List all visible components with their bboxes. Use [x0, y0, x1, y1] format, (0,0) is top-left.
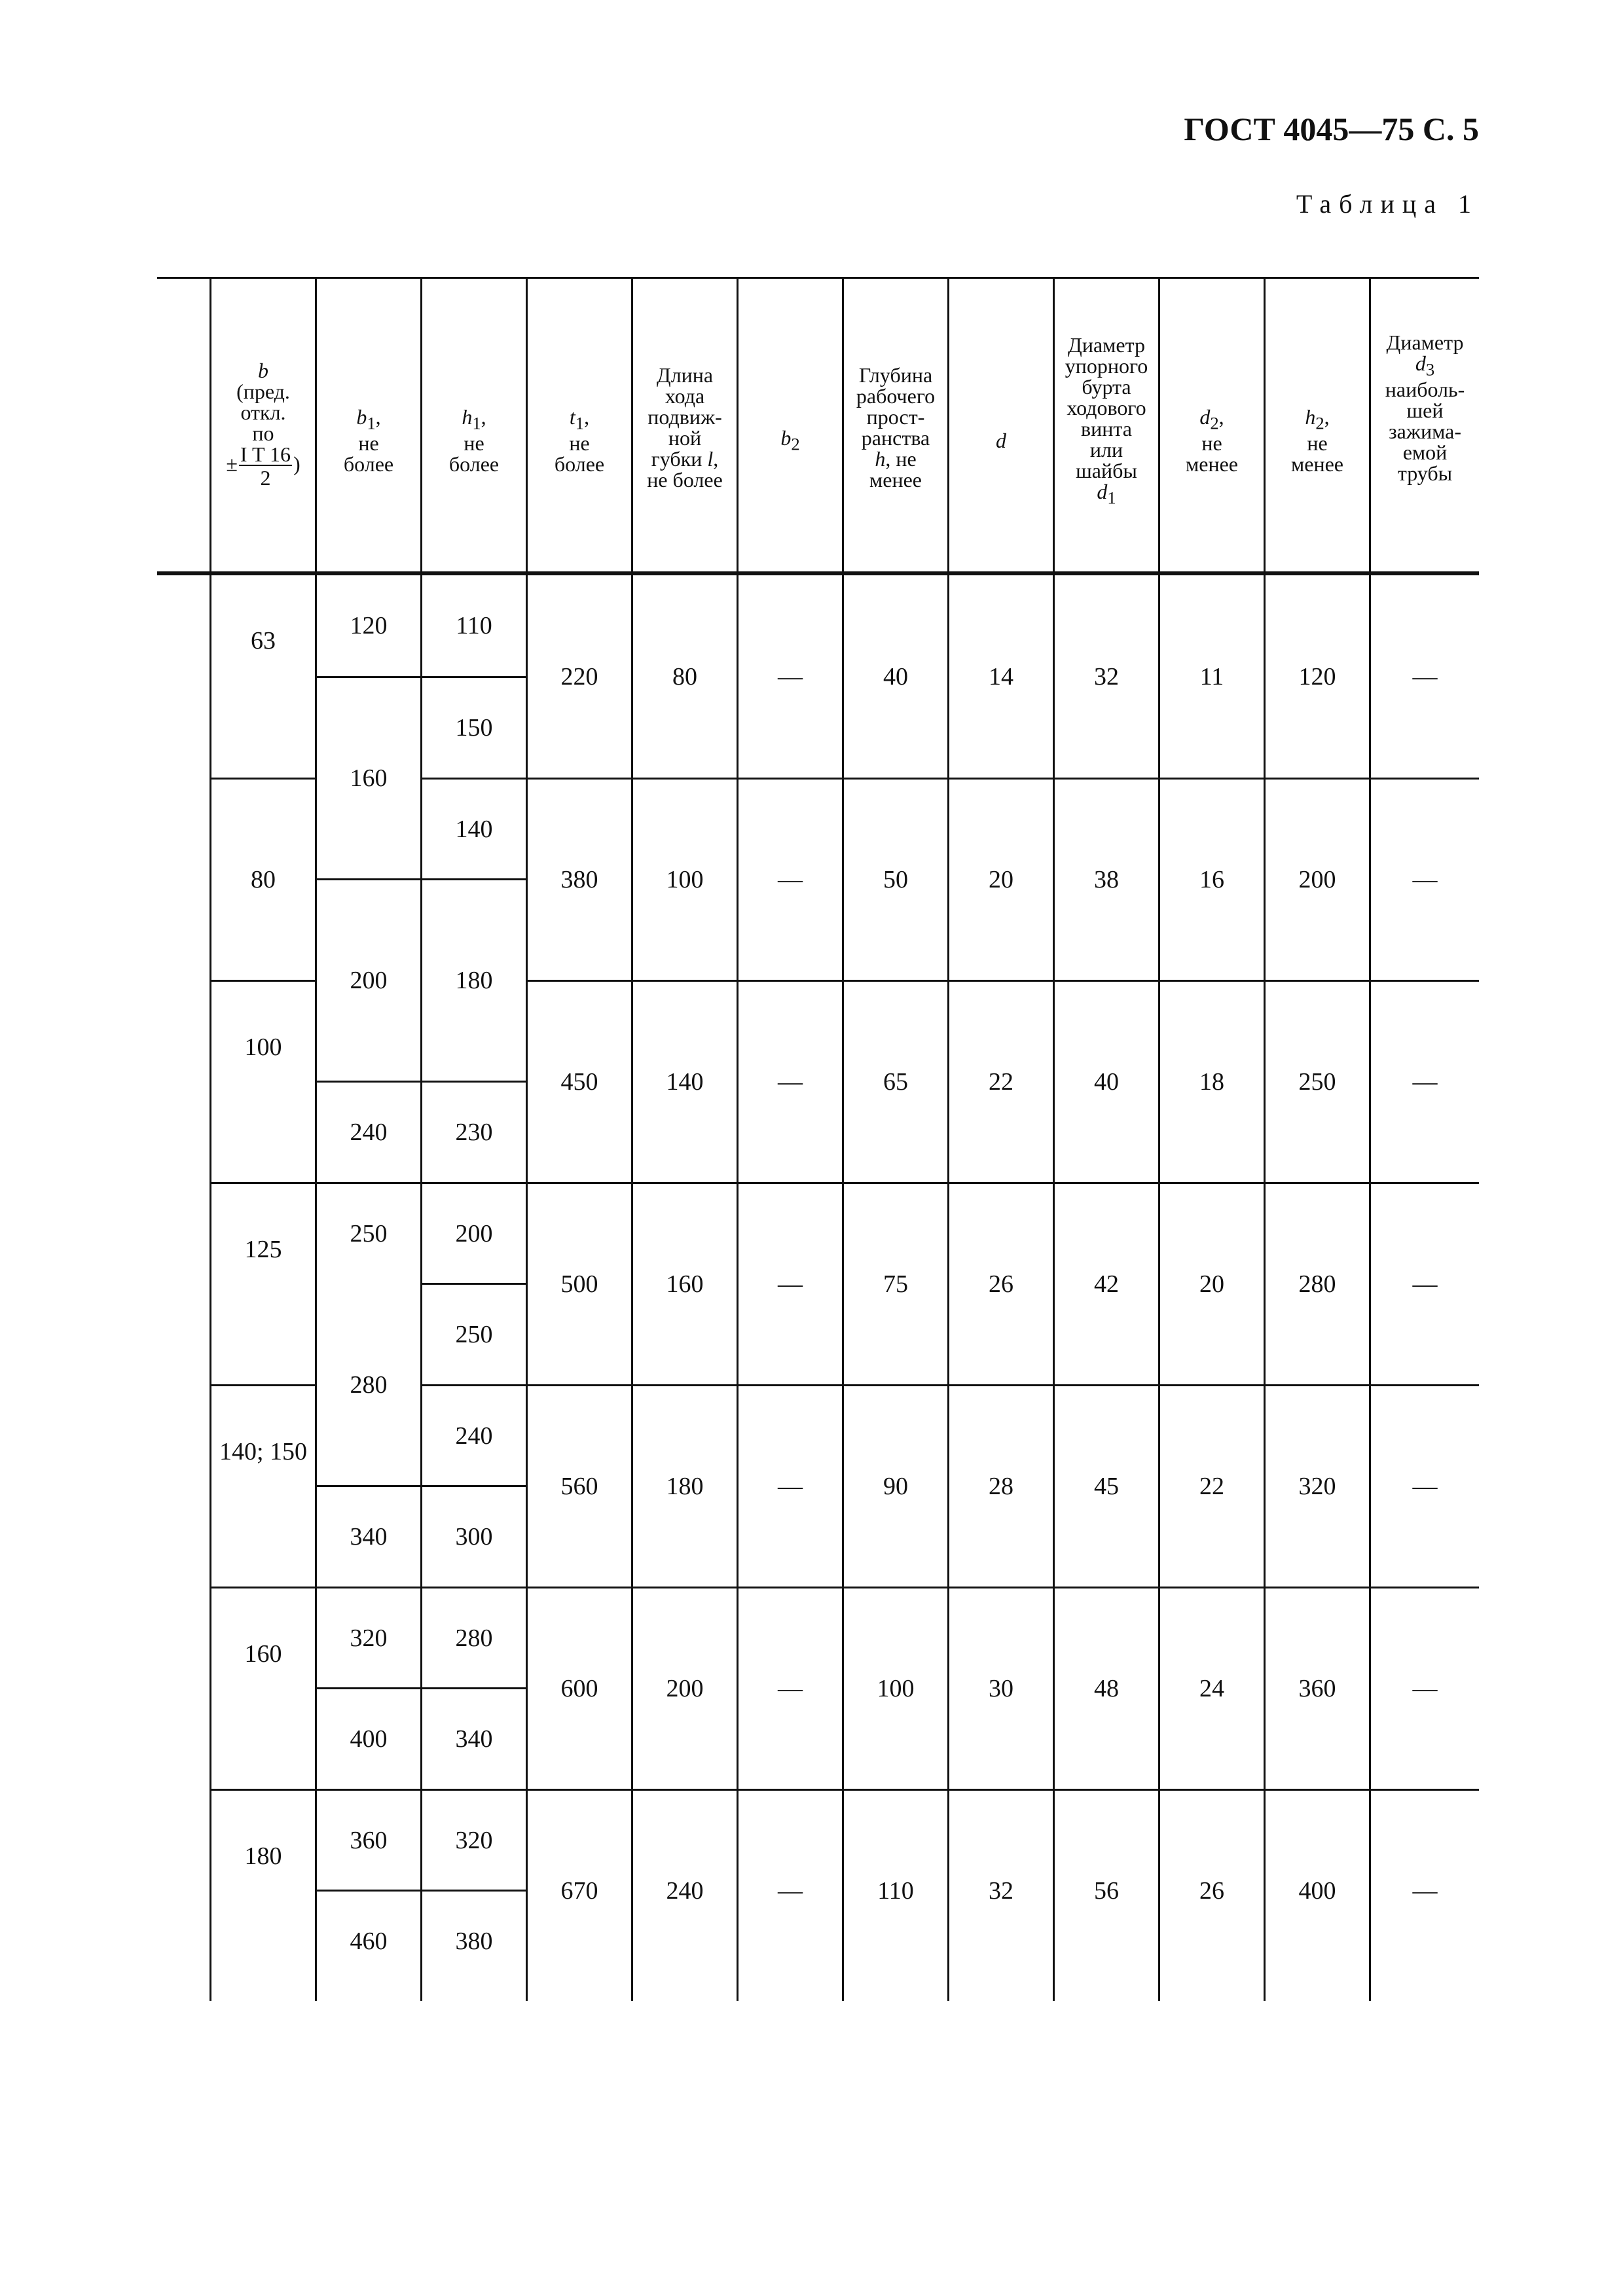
- cell-l: 140: [666, 1068, 704, 1096]
- cell-b1: 240: [350, 1119, 388, 1146]
- cell-d1: 56: [1094, 1877, 1119, 1905]
- header-h: Глубина рабочего прост- ранства h, не менее: [856, 363, 936, 492]
- cell-b2: —: [778, 1675, 803, 1702]
- cell-d: 28: [989, 1473, 1013, 1500]
- header-d2: $d_2$, не менее: [1186, 405, 1238, 476]
- cell-b1: 400: [350, 1725, 388, 1753]
- cell-t1: 600: [560, 1675, 598, 1702]
- cell-h1: 280: [455, 1624, 493, 1652]
- cell-b1: 320: [350, 1624, 388, 1652]
- cell-h: 110: [877, 1877, 914, 1905]
- cell-h1: 140: [455, 815, 493, 843]
- cell-h1: 340: [455, 1725, 493, 1753]
- cell-b: 80: [251, 866, 276, 893]
- cell-b2: —: [778, 1473, 803, 1500]
- cell-b2: —: [778, 662, 803, 691]
- cell-d: 30: [989, 1675, 1013, 1702]
- cell-b2: —: [778, 866, 803, 893]
- header-h2: $h_2$, не менее: [1291, 405, 1343, 476]
- cell-h2: 280: [1298, 1270, 1336, 1298]
- cell-b1: 160: [350, 764, 388, 792]
- cell-h1: 380: [455, 1928, 493, 1955]
- cell-d3: —: [1412, 1473, 1438, 1500]
- cell-h: 65: [883, 1068, 908, 1096]
- cell-b1: 120: [350, 612, 388, 639]
- cell-d: 32: [989, 1877, 1013, 1905]
- cell-d3: —: [1412, 866, 1438, 893]
- cell-h2: 360: [1298, 1675, 1336, 1702]
- cell-h1: 230: [455, 1119, 493, 1146]
- dimensions-table: [157, 277, 1479, 2001]
- cell-d3: —: [1412, 1068, 1438, 1096]
- cell-l: 180: [666, 1473, 704, 1500]
- cell-b: 160: [244, 1640, 282, 1668]
- cell-b: 63: [251, 627, 276, 655]
- cell-d1: 48: [1094, 1675, 1119, 1702]
- col-divider: [210, 277, 211, 2001]
- cell-h1: 200: [455, 1219, 493, 1247]
- header-t1: $t_1$, не более: [554, 405, 605, 476]
- cell-h2: 200: [1298, 866, 1336, 893]
- cell-d1: 32: [1094, 662, 1119, 691]
- cell-h2: 320: [1298, 1473, 1336, 1500]
- cell-d2: 22: [1199, 1473, 1224, 1500]
- cell-d2: 16: [1199, 866, 1224, 893]
- header-l: Длина хода подвиж- ной губки l, не более: [647, 363, 723, 492]
- page-header: ГОСТ 4045—75 С. 5: [1184, 111, 1479, 147]
- cell-t1: 560: [560, 1473, 598, 1500]
- cell-t1: 450: [560, 1068, 598, 1096]
- cell-l: 240: [666, 1877, 704, 1905]
- cell-h1: 320: [455, 1826, 493, 1854]
- cell-t1: 380: [560, 866, 598, 893]
- cell-d: 20: [989, 866, 1013, 893]
- cell-d2: 18: [1199, 1068, 1224, 1096]
- cell-t1: 500: [560, 1270, 598, 1298]
- cell-h1: 110: [456, 612, 492, 639]
- cell-d1: 42: [1094, 1270, 1119, 1298]
- header-d: d: [996, 429, 1006, 452]
- cell-h1: 180: [455, 967, 493, 994]
- header-b2: $b_2$: [780, 426, 800, 454]
- header-d3: Диаметр $d_3$ наиболь- шей зажима- емой трубы: [1385, 331, 1465, 485]
- cell-b1: 360: [350, 1826, 388, 1854]
- cell-d3: —: [1412, 1675, 1438, 1702]
- table-caption: Таблица 1: [1296, 189, 1479, 219]
- cell-h1: 240: [455, 1422, 493, 1450]
- cell-d3: —: [1412, 1270, 1438, 1298]
- cell-d: 26: [989, 1270, 1013, 1298]
- cell-d2: 20: [1199, 1270, 1224, 1298]
- cell-h: 50: [883, 866, 908, 893]
- cell-t1: 220: [560, 662, 598, 691]
- cell-h1: 250: [455, 1321, 493, 1348]
- header-h1: $h_1$, не более: [448, 405, 500, 476]
- header-b1: $b_1$, не более: [343, 405, 394, 476]
- cell-d2: 26: [1199, 1877, 1224, 1905]
- cell-d3: —: [1412, 662, 1438, 691]
- cell-d3: —: [1412, 1877, 1438, 1905]
- cell-b2: —: [778, 1068, 803, 1096]
- header-b: b (пред. откл. по ± $\frac{\text{I T 16}}{2}$ ): [226, 359, 301, 490]
- cell-t1: 670: [560, 1877, 598, 1905]
- cell-b2: —: [778, 1877, 803, 1905]
- cell-b1: 340: [350, 1523, 388, 1551]
- cell-h2: 120: [1298, 662, 1336, 691]
- cell-l: 160: [666, 1270, 704, 1298]
- cell-l: 80: [672, 662, 697, 691]
- cell-b: 125: [244, 1236, 282, 1263]
- cell-b1: 250: [350, 1219, 388, 1247]
- table-top-rule: [157, 277, 1479, 279]
- cell-b: 100: [244, 1033, 282, 1061]
- header-d1: Диаметр упорного бурта ходового винта или шайбы $d_1$: [1065, 333, 1148, 508]
- cell-h2: 250: [1298, 1068, 1336, 1096]
- cell-d1: 40: [1094, 1068, 1119, 1096]
- cell-h2: 400: [1298, 1877, 1336, 1905]
- cell-b: 180: [244, 1842, 282, 1870]
- cell-d: 14: [989, 662, 1013, 691]
- cell-l: 200: [666, 1675, 704, 1702]
- cell-h: 40: [883, 662, 908, 691]
- cell-b1: 460: [350, 1928, 388, 1955]
- cell-d: 22: [989, 1068, 1013, 1096]
- cell-h1: 300: [455, 1523, 493, 1551]
- cell-d1: 38: [1094, 866, 1119, 893]
- cell-d2: 24: [1199, 1675, 1224, 1702]
- cell-b2: —: [778, 1270, 803, 1298]
- cell-d2: 11: [1199, 662, 1224, 691]
- cell-h: 75: [883, 1270, 908, 1298]
- cell-b: 140; 150: [219, 1438, 308, 1465]
- cell-h1: 150: [455, 714, 493, 742]
- cell-l: 100: [666, 866, 704, 893]
- cell-d1: 45: [1094, 1473, 1119, 1500]
- cell-b1: 280: [350, 1371, 388, 1399]
- cell-h: 100: [877, 1675, 915, 1702]
- cell-h: 90: [883, 1473, 908, 1500]
- cell-b1: 200: [350, 967, 388, 994]
